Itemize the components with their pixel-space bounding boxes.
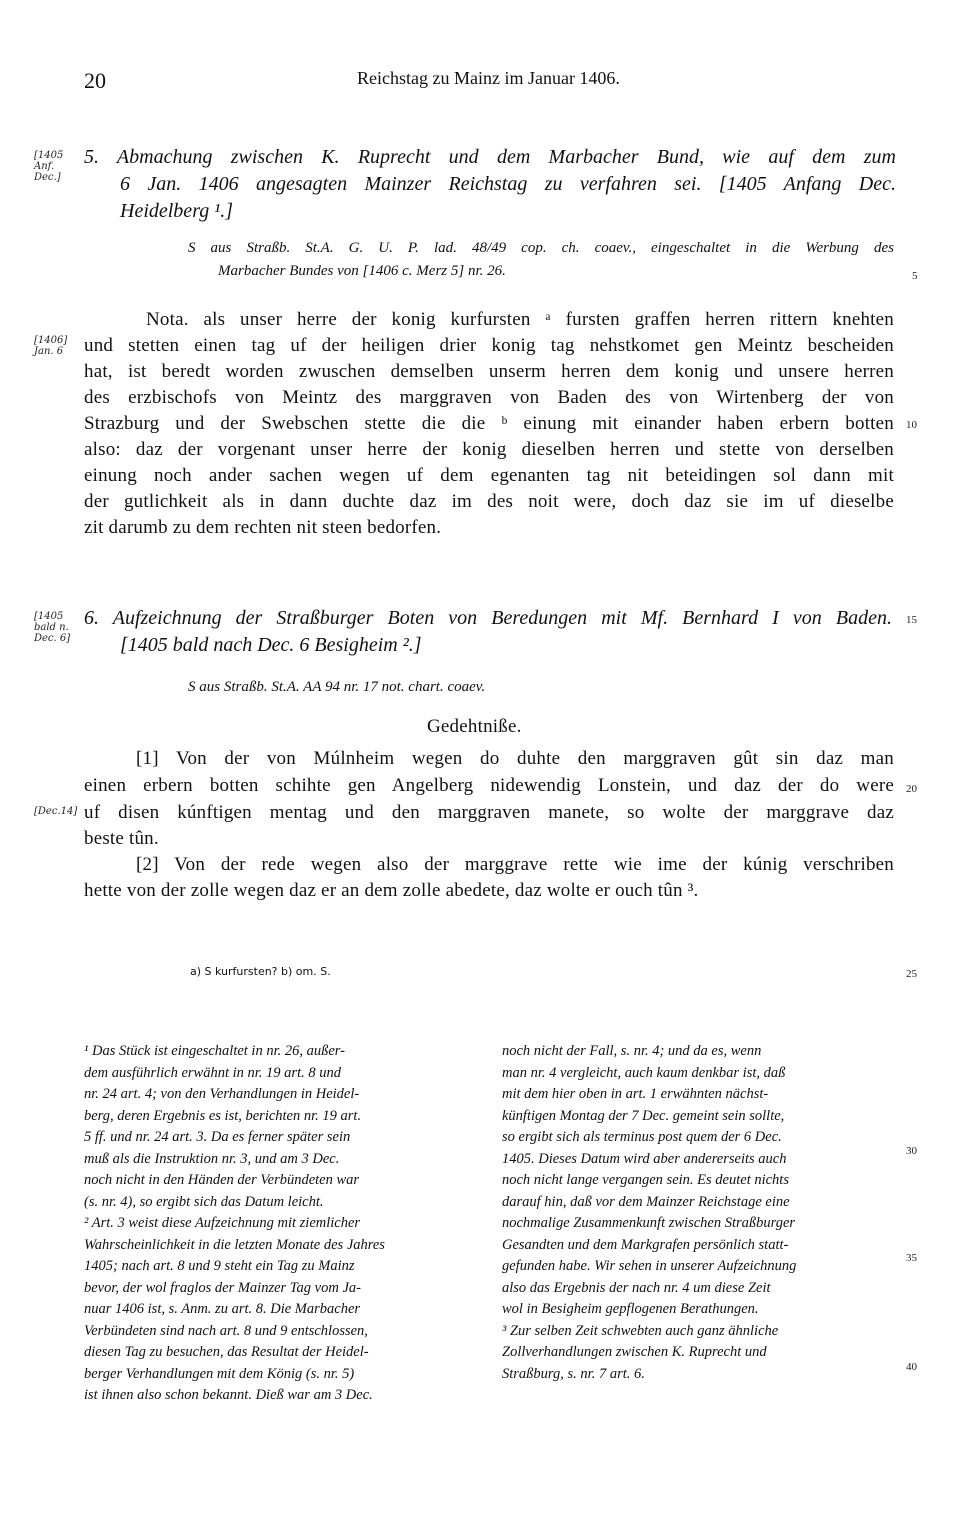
footnote-line: nuar 1406 ist, s. Anm. zu art. 8. Die Marbacher: [84, 1301, 361, 1317]
doc6-heading-line: [1405 bald nach Dec. 6 Besigheim ².]: [120, 634, 422, 656]
footnote-line: so ergibt sich als terminus post quem der 6 Dec.: [502, 1129, 782, 1145]
footnotes-left-column: [84, 1043, 476, 1409]
footnote-line: nr. 24 art. 4; von den Verhandlungen in Heidel-: [84, 1086, 360, 1102]
footnote-line: ³ Zur selben Zeit schwebten auch ganz ähnliche: [502, 1322, 779, 1339]
doc6-body-line: beste tûn.: [84, 828, 159, 849]
footnote-line: Wahrscheinlichkeit in die letzten Monate des Jahres: [84, 1236, 385, 1253]
margin-line: Dec.]: [34, 172, 61, 183]
doc5-body-line: der gutlichkeit als in dann duchte daz im des noit were, doch daz sie im uf dieselbe: [84, 491, 894, 512]
footnote-line: mit dem hier oben in art. 1 erwähnten nächst-: [502, 1086, 769, 1102]
margin-date-dec14: [Dec.14]: [34, 806, 78, 817]
footnote-line: muß als die Instruktion nr. 3, und am 3 Dec.: [84, 1150, 340, 1167]
line-number: 10: [906, 419, 917, 431]
footnotes-right-column: [502, 1043, 896, 1387]
footnote-line: ¹ Das Stück ist eingeschaltet in nr. 26, außer-: [84, 1043, 345, 1059]
doc5-body-line: hat, ist beredt worden zwuschen demselben unserm herren dem konig und unsere herren: [84, 361, 894, 382]
footnote-line: wol in Besigheim gepflogenen Berathungen.: [502, 1301, 759, 1317]
footnote-line: berg, deren Ergebnis es ist, berichten nr. 19 art.: [84, 1107, 362, 1124]
doc5-heading-line: Heidelberg ¹.]: [120, 200, 234, 222]
doc5-body-line: und stetten einen tag uf der heiligen drier konig tag nehstkomet gen Meintz bescheiden: [84, 335, 894, 356]
doc6-body-line: einen erbern botten schihte gen Angelberg nidewendig Lonstein, und daz der do were: [84, 775, 894, 796]
doc5-body-line: zit darumb zu dem rechten nit steen bedorfen.: [84, 517, 442, 538]
footnote-line: künftigen Montag der 7 Dec. gemeint sein sollte,: [502, 1107, 785, 1124]
margin-date-doc5: [34, 150, 63, 183]
footnote-line: Verbündeten sind nach art. 8 und 9 entschlossen,: [84, 1322, 368, 1339]
doc6-source-line: S aus Straßb. St.A. AA 94 nr. 17 not. chart. coaev.: [188, 679, 486, 695]
line-number: 25: [906, 968, 917, 980]
line-number: 35: [906, 1252, 917, 1264]
critical-apparatus: a) S kurfursten? b) om. S.: [190, 965, 331, 978]
doc6-subtitle: Gedehtniße.: [427, 716, 522, 737]
doc5-body-line: einung noch ander sachen wegen uf dem egenanten tag nit beteidingen sol dann mit: [84, 465, 894, 486]
doc5-body-line: Nota. als unser herre der konig kurfursten ᵃ fursten graffen herren rittern knehten: [146, 309, 894, 330]
running-title: Reichstag zu Mainz im Januar 1406.: [357, 68, 620, 88]
footnote-line: 1405; nach art. 8 und 9 steht ein Tag zu Mainz: [84, 1258, 355, 1274]
margin-line: Jan. 6: [34, 346, 64, 357]
footnote-line: 5 ff. und nr. 24 art. 3. Da es ferner später sein: [84, 1129, 351, 1145]
footnote-line: bevor, der wol fraglos der Mainzer Tag vom Ja-: [84, 1279, 361, 1296]
footnote-line: Gesandten und dem Markgrafen persönlich statt-: [502, 1236, 789, 1253]
footnote-line: diesen Tag zu besuchen, das Resultat der Heidel-: [84, 1344, 369, 1360]
doc5-heading-line: 5. Abmachung zwischen K. Ruprecht und dem Marbacher Bund, wie auf dem zum: [84, 146, 896, 168]
doc5-body-line: Strazburg und der Swebschen stette die die ᵇ einung mit einander haben erbern botten: [84, 413, 894, 434]
footnote-line: dem ausführlich erwähnt in nr. 19 art. 8 und: [84, 1064, 341, 1081]
doc5-source-line: Marbacher Bundes von [1406 c. Merz 5] nr. 26.: [218, 263, 506, 279]
footnote-line: gefunden habe. Wir sehen in unserer Aufzeichnung: [502, 1258, 797, 1274]
footnote-line: noch nicht lange vergangen sein. Es deutet nichts: [502, 1172, 789, 1188]
footnote-line: man nr. 4 vergleicht, auch kaum denkbar ist, daß: [502, 1064, 786, 1081]
footnote-line: Zollverhandlungen zwischen K. Ruprecht und: [502, 1344, 767, 1360]
doc5-heading-line: 6 Jan. 1406 angesagten Mainzer Reichstag zu verfahren sei. [1405 Anfang Dec.: [120, 173, 896, 195]
line-number: 5: [912, 270, 918, 282]
footnote-line: ist ihnen also schon bekannt. Dieß war am 3 Dec.: [84, 1387, 373, 1403]
doc6-body-line: [2] Von der rede wegen also der marggrave rette wie ime der kúnig verschriben: [136, 854, 894, 875]
doc5-source-line: S aus Straßb. St.A. G. U. P. lad. 48/49 cop. ch. coaev., eingeschaltet in die Werbung des: [188, 240, 894, 256]
line-number: 15: [906, 614, 917, 626]
doc5-body-line: also: daz der vorgenant unser herre der konig dieselben herren und stette von derselben: [84, 439, 894, 460]
margin-line: [1405: [34, 150, 64, 161]
doc5-body-line: des erzbischofs von Meintz des marggraven von Baden des von Wirtenberg der von: [84, 387, 894, 408]
footnote-line: nochmalige Zusammenkunft zwischen Straßburger: [502, 1215, 796, 1231]
footnote-line: darauf hin, daß vor dem Mainzer Reichstage eine: [502, 1193, 790, 1210]
margin-line: [1406]: [34, 335, 68, 346]
doc6-body-line: hette von der zolle wegen daz er an dem zolle abedete, daz wolte er ouch tûn ³.: [84, 880, 699, 901]
line-number: 40: [906, 1361, 917, 1373]
footnote-line: also das Ergebnis der nach nr. 4 um diese Zeit: [502, 1279, 771, 1296]
doc6-heading-line: 6. Aufzeichnung der Straßburger Boten von Beredungen mit Mf. Bernhard I von Baden.: [84, 607, 892, 629]
margin-date-doc5-body: [34, 335, 67, 357]
footnote-line: noch nicht der Fall, s. nr. 4; und da es, wenn: [502, 1043, 762, 1059]
line-number: 30: [906, 1145, 917, 1157]
footnote-line: berger Verhandlungen mit dem König (s. nr. 5): [84, 1365, 355, 1382]
footnote-line: noch nicht in den Händen der Verbündeten war: [84, 1172, 360, 1188]
footnote-line: 1405. Dieses Datum wird aber andererseits auch: [502, 1150, 787, 1167]
margin-date-doc6: [34, 611, 70, 644]
line-number: 20: [906, 783, 917, 795]
margin-line: Dec. 6]: [34, 633, 71, 644]
footnote-line: (s. nr. 4), so ergibt sich das Datum leicht.: [84, 1193, 324, 1210]
margin-line: Anf.: [34, 161, 55, 172]
page-number: 20: [84, 68, 106, 93]
footnote-line: ² Art. 3 weist diese Aufzeichnung mit ziemlicher: [84, 1215, 361, 1231]
doc6-body-line: uf disen kúnftigen mentag und den marggraven manete, so wolte der marggrave daz: [84, 802, 894, 823]
footnote-line: Straßburg, s. nr. 7 art. 6.: [502, 1365, 645, 1382]
margin-line: bald n.: [34, 622, 69, 633]
margin-line: [1405: [34, 611, 64, 622]
doc6-body-line: [1] Von der von Múlnheim wegen do duhte den marggraven gût sin daz man: [136, 748, 894, 769]
